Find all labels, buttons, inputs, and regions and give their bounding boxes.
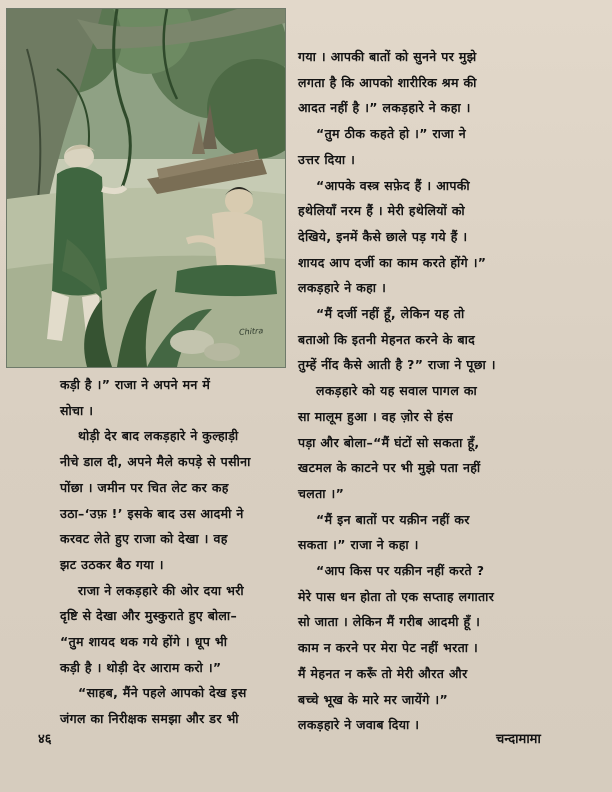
text-line: जंगल का निरीक्षक समझा और डर भी [60, 711, 239, 727]
text-line: उत्तर दिया । [298, 151, 356, 167]
text-line: कड़ी है ।” राजा ने अपने मन में [60, 377, 211, 392]
text-line: पड़ा और बोला–“मैं घंटों सो सकता हूँ, [298, 434, 480, 450]
text-line: सोचा । [60, 402, 94, 418]
paragraph [298, 301, 590, 378]
paragraph [298, 173, 590, 302]
text-line: शायद आप दर्जी का काम करते होंगे ।” [298, 254, 487, 270]
artist-signature: Chitra [238, 326, 264, 337]
text-line: सो जाता । लेकिन मैं गरीब आदमी हूँ । [298, 614, 481, 630]
text-line: लकड़हारे ने कहा । [298, 280, 387, 296]
paragraph [60, 680, 290, 731]
text-line: देखिये, इनमें कैसे छाले पड़ गये हैं । [298, 228, 468, 244]
text-line: लगता है कि आपको शारीरिक श्रम की [298, 74, 477, 90]
text-line: लकड़हारे को यह सवाल पागल का [316, 383, 478, 399]
text-line: “आप किस पर यक़ीन नहीं करते ? [316, 563, 485, 579]
right-text-column [298, 44, 590, 738]
text-line: थोड़ी देर बाद लकड़हारे ने कुल्हाड़ी [78, 428, 239, 444]
text-line: उठा–‘उफ़ !’ इसके बाद उस आदमी ने [60, 505, 244, 521]
text-line: सकता ।” राजा ने कहा । [298, 537, 419, 553]
text-line: राजा ने लकड़हारे की ओर दया भरी [78, 582, 245, 598]
text-line: चलता ।” [298, 485, 345, 501]
text-line: बच्चे भूख के मारे मर जायेंगे ।” [298, 691, 449, 707]
paragraph [298, 507, 590, 558]
paragraph [298, 558, 590, 738]
text-line: मेरे पास धन होता तो एक सप्ताह लगातार [298, 588, 495, 604]
text-line: दृष्टि से देखा और मुस्कुराते हुए बोला– [60, 608, 238, 624]
text-line: “साहब, मैंने पहले आपको देख इस [78, 685, 247, 701]
text-line: बताओ कि इतनी मेहनत करने के बाद [298, 331, 476, 347]
magazine-name: चन्दामामा [496, 732, 541, 747]
left-text-column [60, 372, 290, 732]
paragraph [60, 423, 290, 577]
page-number: ४६ [38, 732, 52, 747]
illustration-drawing [7, 9, 285, 367]
paragraph [298, 44, 590, 121]
paragraph [60, 578, 290, 681]
paragraph [298, 378, 590, 507]
text-line: “मैं दर्जी नहीं हूँ, लेकिन यह तो [316, 306, 465, 322]
paragraph [298, 121, 590, 172]
text-line: पोंछा । जमीन पर चित लेट कर कह [60, 479, 229, 495]
text-line: काम न करने पर मेरा पेट नहीं भरता । [298, 640, 479, 656]
text-line: “मैं इन बातों पर यक़ीन नहीं कर [316, 511, 470, 527]
text-line: कड़ी है । थोड़ी देर आराम करो ।” [60, 659, 222, 675]
text-line: नीचे डाल दी, अपने मैले कपड़े से पसीना [60, 454, 251, 470]
text-line: करवट लेते हुए राजा को देखा । वह [60, 531, 228, 547]
text-line: हथेलियाँ नरम हैं । मेरी हथेलियों को [298, 203, 466, 219]
paragraph [60, 372, 290, 423]
story-illustration [6, 8, 286, 368]
text-line: खटमल के काटने पर भी मुझे पता नहीं [298, 460, 481, 476]
text-line: “तुम शायद थक गये होंगे । धूप भी [60, 634, 228, 650]
text-line: “तुम ठीक कहते हो ।” राजा ने [316, 126, 467, 142]
text-line: सा मालूम हुआ । वह ज़ोर से हंस [298, 408, 454, 424]
text-line: तुम्हें नींद कैसे आती है ?” राजा ने पूछा । [298, 357, 496, 373]
text-line: गया । आपकी बातों को सुनने पर मुझे [298, 49, 477, 64]
text-line: आदत नहीं है ।” लकड़हारे ने कहा । [298, 100, 471, 116]
text-line: “आपके वस्त्र सफ़ेद हैं । आपकी [316, 177, 470, 193]
text-line: झट उठकर बैठ गया । [60, 556, 164, 572]
text-line: मैं मेहनत न करूँ तो मेरी औरत और [298, 665, 468, 681]
text-line: लकड़हारे ने जवाब दिया । [298, 717, 420, 733]
